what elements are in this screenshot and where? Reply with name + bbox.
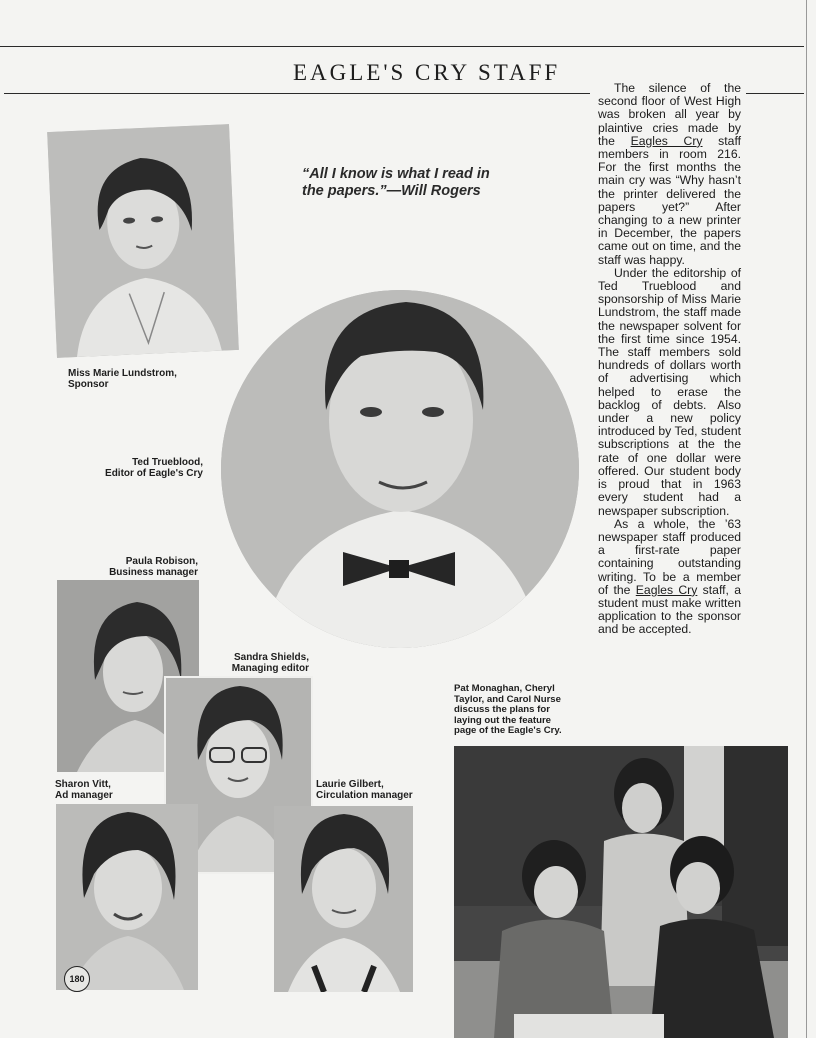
quote-line-1: “All I know is what I read in [302,166,490,182]
pull-quote [302,166,502,200]
top-rule [0,46,804,47]
photo-sharon-vitt [56,804,198,990]
story-paragraph-1: The silence of the second floor of West High was broken all year by plaintive cries made by the Eagles Cry staff members in room 216. For the first months the main cry was “Why hasn’t the printer delivered the papers yet?” After changing to a new printer in December, the papers came out on time, and the staff was happy. [598,81,741,267]
page-edge [806,0,807,1038]
caption-robison: Paula Robison, Business manager [109,556,198,578]
caption-group-photo: Pat Monaghan, Cheryl Taylor, and Carol Nurse discuss the plans for laying out the feature page of the Eagle's Cry. [454,683,562,737]
page-number: 180 [64,966,90,992]
caption-trueblood: Ted Trueblood, Editor of Eagle's Cry [105,457,203,479]
caption-lundstrom: Miss Marie Lundstrom, Sponsor [68,368,177,390]
caption-gilbert: Laurie Gilbert, Circulation manager [316,779,413,801]
photo-laurie-gilbert [274,806,413,992]
story-text [598,82,741,637]
title-rule-left [4,93,590,94]
page-title: EAGLE'S CRY STAFF [293,60,561,85]
photo-ted-trueblood [221,290,579,648]
caption-vitt: Sharon Vitt, Ad manager [55,779,113,801]
quote-line-2: the papers.”—Will Rogers [302,183,481,199]
title-rule-right [746,93,804,94]
story-paragraph-2: Under the editorship of Ted Trueblood and sponsorship of Miss Marie Lundstrom, the staff made the newspaper solvent for the first time since 1954. The staff members sold hundreds of dollars worth of advertising which helped to erase the backlog of debts. Also under a new policy introduced by Ted, student subscriptions at the the rate of one dollar were offered. Our student body is proud that in 1963 every student had a newspaper subscription. [598,265,741,518]
caption-shields: Sandra Shields, Managing editor [231,652,309,674]
story-paragraph-3: As a whole, the ’63 newspaper staff produced a first-rate paper containing outstanding writing. To be a member of the Eagles Cry staff, a student must make written application to the sponsor and be accepted. [598,516,741,637]
newspaper-name: Eagles Cry [635,582,698,597]
newspaper-name: Eagles Cry [630,133,703,148]
photo-staff-group [454,746,788,1038]
photo-marie-lundstrom [47,124,239,358]
